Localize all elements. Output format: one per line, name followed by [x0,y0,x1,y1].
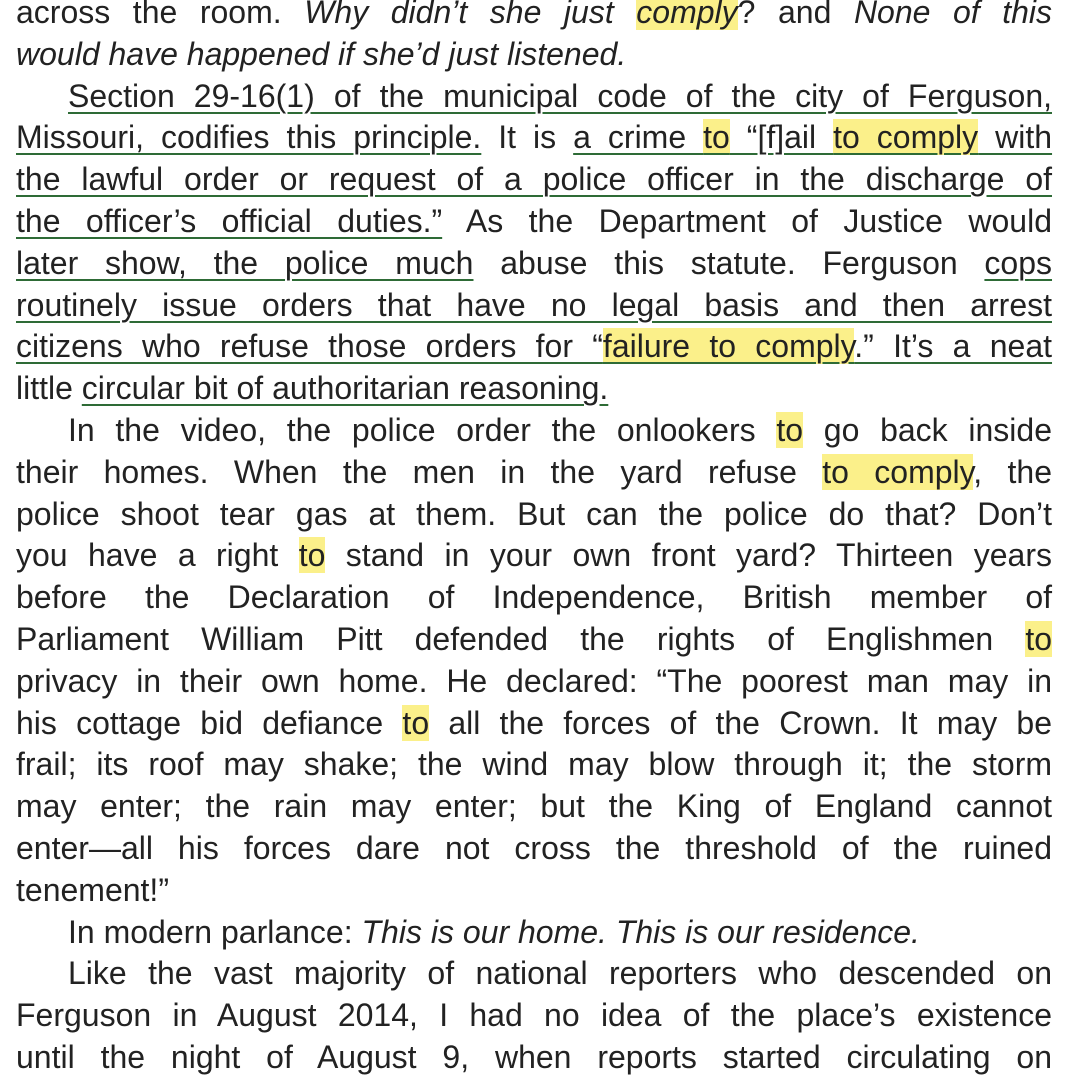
text-segment: Why didn’t she just [304,0,637,30]
highlighted-text: to [402,704,430,741]
underlined-text: routinely issue orders that have no legal basis and then arrest [16,286,1052,323]
underlined-text: circular bit of authoritarian reasoning. [81,370,609,407]
text-line [16,952,1052,994]
underlined-text: citizens who refuse those orders for “ [16,328,603,365]
text-segment: stand in your own front yard? Thirteen years [325,537,1053,574]
text-segment: ? and [737,0,854,30]
text-segment: little [16,370,82,407]
text-segment: police shoot tear gas at them. But can the police do that? Don’t [16,495,1052,532]
underlined-text: “[f]ail [729,119,834,156]
text-segment: across the room. [16,0,305,30]
text-line [16,284,1052,326]
text-segment: enter—all his forces dare not cross the threshold of the ruined [16,830,1052,866]
text-segment: This is our home. This is our residence. [361,913,920,950]
text-segment: go back inside [803,412,1053,448]
text-line [16,242,1052,284]
underlined-text: later show, the police much [16,244,474,281]
text-segment: abuse this statute. Ferguson [473,244,985,281]
text-line [16,534,1052,576]
underlined-text: the officer’s official duties.” [16,203,443,239]
text-line [16,409,1052,451]
text-segment: As the Department of Justice would [442,203,1052,239]
highlighted-text: to [298,537,326,574]
highlighted-text: failure to comply [602,328,855,365]
text-segment: Ferguson in August 2014, I had no idea of the place’s existence [16,997,1052,1034]
text-line [16,33,1052,75]
text-line [16,75,1052,117]
text-line [16,451,1052,493]
text-segment: , the [973,453,1053,490]
underlined-text: with [978,119,1053,156]
text-line [16,116,1052,158]
text-segment: would have happened if she’d just listened. [16,35,627,72]
text-line [16,325,1052,367]
text-line [16,785,1052,827]
text-segment: his cottage bid defiance [16,704,403,741]
underlined-text: the lawful order or request of a police officer in the discharge of [16,161,1052,198]
highlighted-text: to [703,119,730,156]
text-segment: frail; its roof may shake; the wind may blow through it; the storm [16,746,1052,783]
highlighted-text: to comply [822,453,974,490]
highlighted-text: to [1025,621,1052,657]
text-segment: until the night of August 9, when reports started circulating on [16,1039,1052,1075]
text-line [16,200,1052,242]
text-line [16,994,1052,1036]
highlighted-text: to comply [833,119,979,156]
underlined-text: Section 29-16(1) of the municipal code of the city of Ferguson, [68,77,1052,114]
text-line [16,869,1052,911]
text-line [16,367,1052,409]
text-segment: all the forces of the Crown. It may be [429,704,1053,741]
text-segment: It is [481,119,574,156]
text-segment: privacy in their own home. He declared: “The poorest man may in [16,662,1052,699]
underlined-text: cops [984,244,1053,281]
underlined-text: a crime [573,119,704,156]
text-line [16,0,1052,33]
highlighted-text: to [776,412,804,448]
text-line [16,827,1052,869]
text-line [16,702,1052,744]
text-segment: In the video, the police order the onlookers [68,412,777,448]
text-segment: tenement!” [16,871,169,908]
text-segment: you have a right [16,537,299,574]
highlighted-text: comply [636,0,737,30]
text-line [16,1036,1052,1078]
text-segment: before the Declaration of Independence, British member of [16,579,1052,616]
underlined-text: .” It’s a neat [854,328,1053,365]
underlined-text: Missouri, codifies this principle. [16,119,482,156]
text-line [16,493,1052,535]
text-line [16,618,1052,660]
text-line [16,158,1052,200]
text-line [16,660,1052,702]
text-segment: their homes. When the men in the yard refuse [16,453,823,490]
text-line [16,911,1052,953]
text-segment: Parliament William Pitt defended the rights of Englishmen [16,621,1026,657]
text-line [16,576,1052,618]
text-segment: Like the vast majority of national reporters who descended on [68,955,1052,992]
text-line [16,743,1052,785]
text-segment: may enter; the rain may enter; but the King of England cannot [16,788,1052,825]
text-segment: In modern parlance: [68,913,362,950]
text-segment: None of this [853,0,1053,30]
